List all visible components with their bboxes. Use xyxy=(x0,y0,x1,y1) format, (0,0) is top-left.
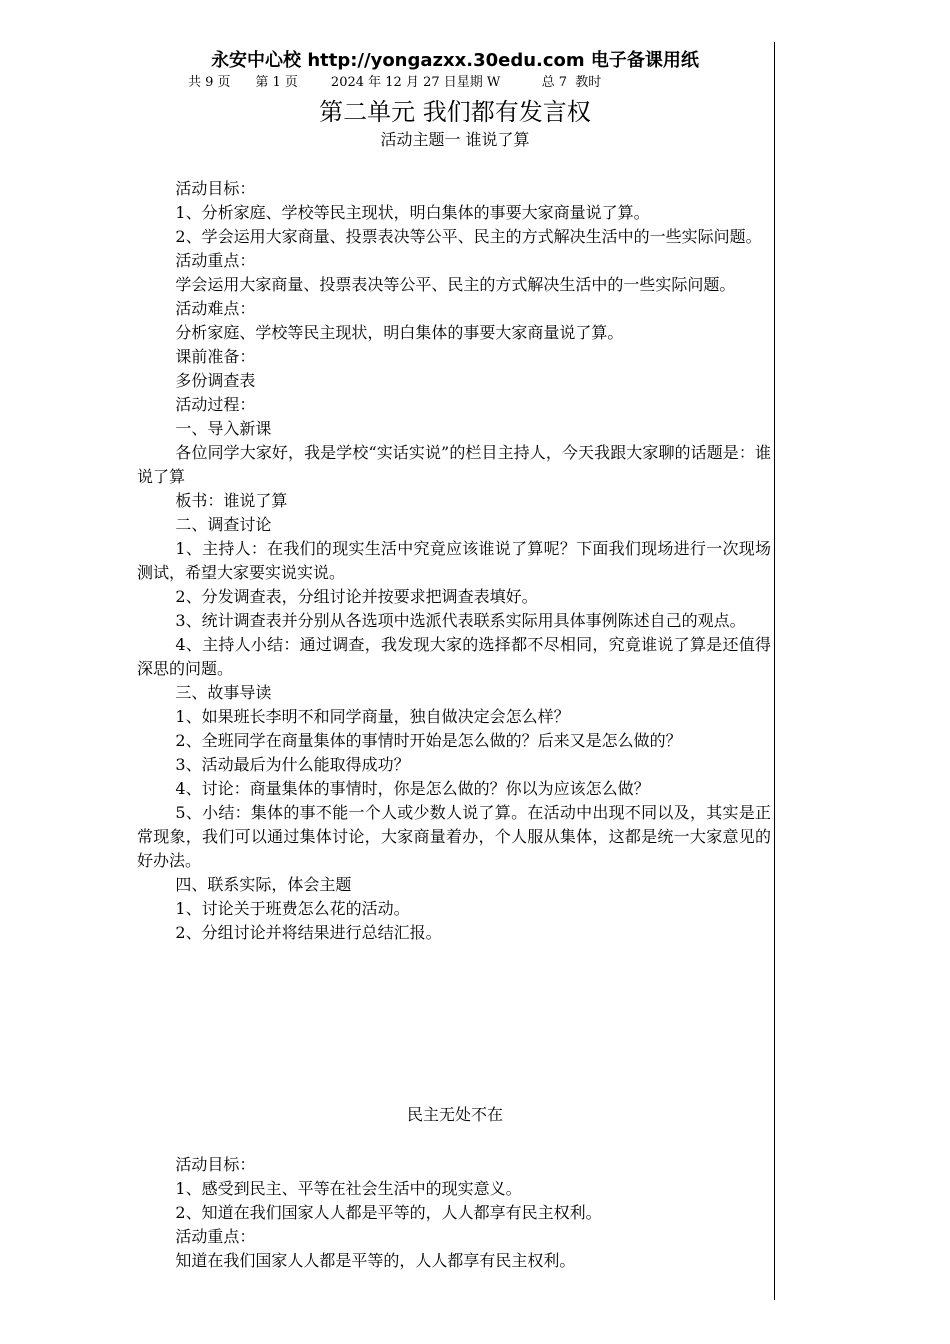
paragraph: 2、知道在我们国家人人都是平等的，人人都享有民主权利。 xyxy=(175,1203,602,1222)
lesson1-subtitle: 活动主题一 谁说了算 xyxy=(380,130,530,149)
paragraph: 2、全班同学在商量集体的事情时开始是怎么做的？后来又是怎么做的？ xyxy=(175,731,682,750)
header-meta: 共 9 页 第 1 页 2024 年 12 月 27 日星期 W 总 7 教时 xyxy=(188,75,602,90)
paragraph: 活动重点： xyxy=(175,251,256,270)
paragraph: 3、统计调查表并分别从各选项中选派代表联系实际用具体事例陈述自己的观点。 xyxy=(175,611,746,630)
paragraph: 分析家庭、学校等民主现状，明白集体的事要大家商量说了算。 xyxy=(175,323,624,342)
paragraph: 2、学会运用大家商量、投票表决等公平、民主的方式解决生活中的一些实际问题。 xyxy=(175,227,762,246)
paragraph: 学会运用大家商量、投票表决等公平、民主的方式解决生活中的一些实际问题。 xyxy=(175,275,736,294)
paragraph: 二、调查讨论 xyxy=(175,515,272,534)
paragraph: 课前准备： xyxy=(175,347,256,366)
unit-title: 第二单元 我们都有发言权 xyxy=(319,98,591,126)
paragraph: 活动重点： xyxy=(175,1227,256,1246)
lesson1-body xyxy=(137,177,771,945)
paragraph: 5、小结：集体的事不能一个人或少数人说了算。在活动中出现不同以及，其实是正常现象，我们可以通过集体讨论，大家商量着办，个人服从集体，这都是统一大家意见的好办法。 xyxy=(137,803,771,870)
paragraph: 4、主持人小结：通过调查，我发现大家的选择都不尽相同，究竟谁说了算是还值得深思的问题。 xyxy=(137,635,771,678)
paragraph: 三、故事导读 xyxy=(175,683,272,702)
paragraph: 1、讨论关于班费怎么花的活动。 xyxy=(175,899,410,918)
header-title: 永安中心校 http://yongazxx.30edu.com 电子备课用纸 xyxy=(211,50,699,71)
paragraph: 活动过程： xyxy=(175,395,256,414)
paragraph: 3、活动最后为什么能取得成功？ xyxy=(175,755,410,774)
paragraph: 各位同学大家好，我是学校“实话实说”的栏目主持人，今天我跟大家聊的话题是：谁说了算 xyxy=(137,443,771,486)
paragraph: 活动难点： xyxy=(175,299,256,318)
lesson2-body xyxy=(137,1153,771,1273)
paragraph: 1、分析家庭、学校等民主现状，明白集体的事要大家商量说了算。 xyxy=(175,203,650,222)
paragraph: 活动目标： xyxy=(175,179,256,198)
paragraph: 4、讨论：商量集体的事情时，你是怎么做的？你以为应该怎么做？ xyxy=(175,779,650,798)
paragraph: 知道在我们国家人人都是平等的，人人都享有民主权利。 xyxy=(175,1251,576,1270)
paragraph: 活动目标： xyxy=(175,1155,256,1174)
paragraph: 四、联系实际，体会主题 xyxy=(175,875,352,894)
paragraph: 1、感受到民主、平等在社会生活中的现实意义。 xyxy=(175,1179,522,1198)
paragraph: 2、分组讨论并将结果进行总结汇报。 xyxy=(175,923,442,942)
paragraph: 1、如果班长李明不和同学商量，独自做决定会怎么样？ xyxy=(175,707,570,726)
paragraph: 板书：谁说了算 xyxy=(175,491,288,510)
paragraph: 一、导入新课 xyxy=(175,419,272,438)
lesson2-subtitle: 民主无处不在 xyxy=(406,1105,503,1124)
paragraph: 多份调查表 xyxy=(175,371,256,390)
paragraph: 1、主持人：在我们的现实生活中究竟应该谁说了算呢？下面我们现场进行一次现场测试，希望大家要实说实说。 xyxy=(137,539,771,582)
paragraph: 2、分发调查表，分组讨论并按要求把调查表填好。 xyxy=(175,587,538,606)
